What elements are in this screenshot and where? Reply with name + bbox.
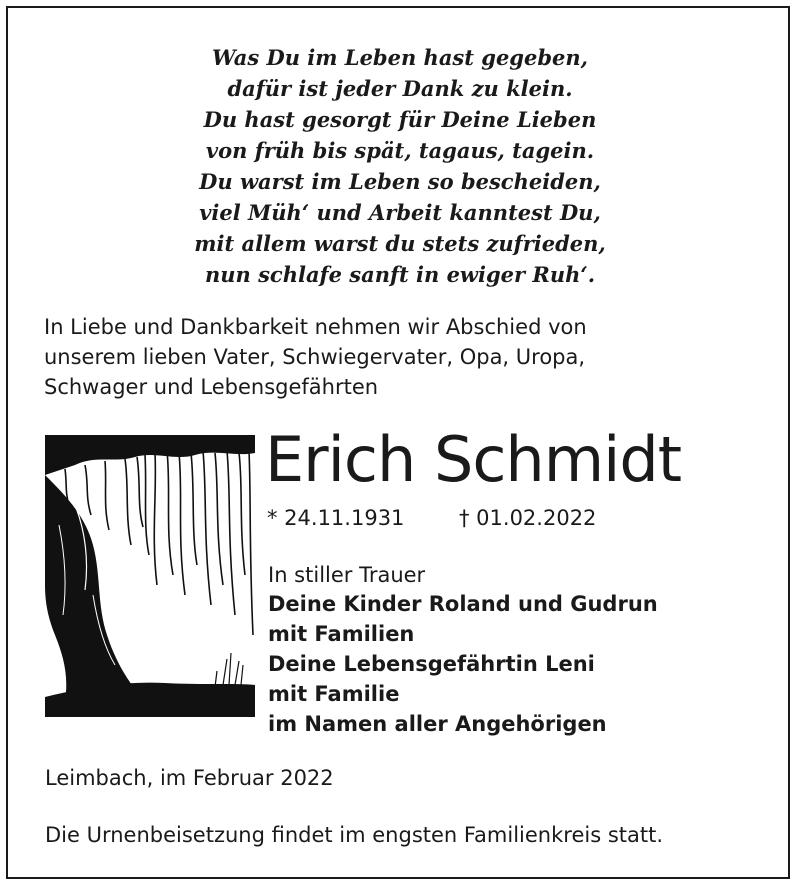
mourner-line: Deine Kinder Roland und Gudrun bbox=[268, 592, 658, 616]
intro-line: In Liebe und Dankbarkeit nehmen wir Abschied von bbox=[44, 315, 587, 339]
place-date: Leimbach, im Februar 2022 bbox=[45, 766, 334, 790]
life-dates bbox=[267, 503, 597, 533]
intro-line: Schwager und Lebensgefährten bbox=[44, 375, 379, 399]
mourner-line: Deine Lebensgefährtin Leni bbox=[268, 652, 595, 676]
birth-date: * 24.11.1931 bbox=[267, 506, 405, 530]
poem-line: Du hast gesorgt für Deine Lieben bbox=[203, 107, 597, 132]
poem-line: nun schlafe sanft in ewiger Ruh‘. bbox=[204, 262, 596, 287]
mourner-line: mit Familien bbox=[268, 622, 415, 646]
poem-line: Was Du im Leben hast gegeben, bbox=[212, 45, 588, 70]
mourner-line: mit Familie bbox=[268, 682, 400, 706]
deceased-name: Erich Schmidt bbox=[265, 423, 682, 496]
poem-line: mit allem warst du stets zufrieden, bbox=[194, 231, 606, 256]
mourner-line: im Namen aller Angehörigen bbox=[268, 712, 607, 736]
poem-line: von früh bis spät, tagaus, tagein. bbox=[205, 138, 595, 163]
death-date: † 01.02.2022 bbox=[459, 506, 597, 530]
mourning-intro: In stiller Trauer bbox=[268, 563, 426, 587]
farewell-intro bbox=[44, 312, 764, 402]
poem-line: dafür ist jeder Dank zu klein. bbox=[227, 76, 573, 101]
weeping-willow-tree-icon bbox=[45, 435, 255, 717]
intro-line: unserem lieben Vater, Schwiegervater, Opa, Uropa, bbox=[44, 345, 586, 369]
poem bbox=[0, 42, 800, 290]
poem-line: viel Müh‘ und Arbeit kanntest Du, bbox=[199, 200, 601, 225]
mourners-list bbox=[268, 589, 658, 739]
poem-line: Du warst im Leben so bescheiden, bbox=[199, 169, 601, 194]
closing-note: Die Urnenbeisetzung findet im engsten Familienkreis statt. bbox=[45, 823, 664, 847]
